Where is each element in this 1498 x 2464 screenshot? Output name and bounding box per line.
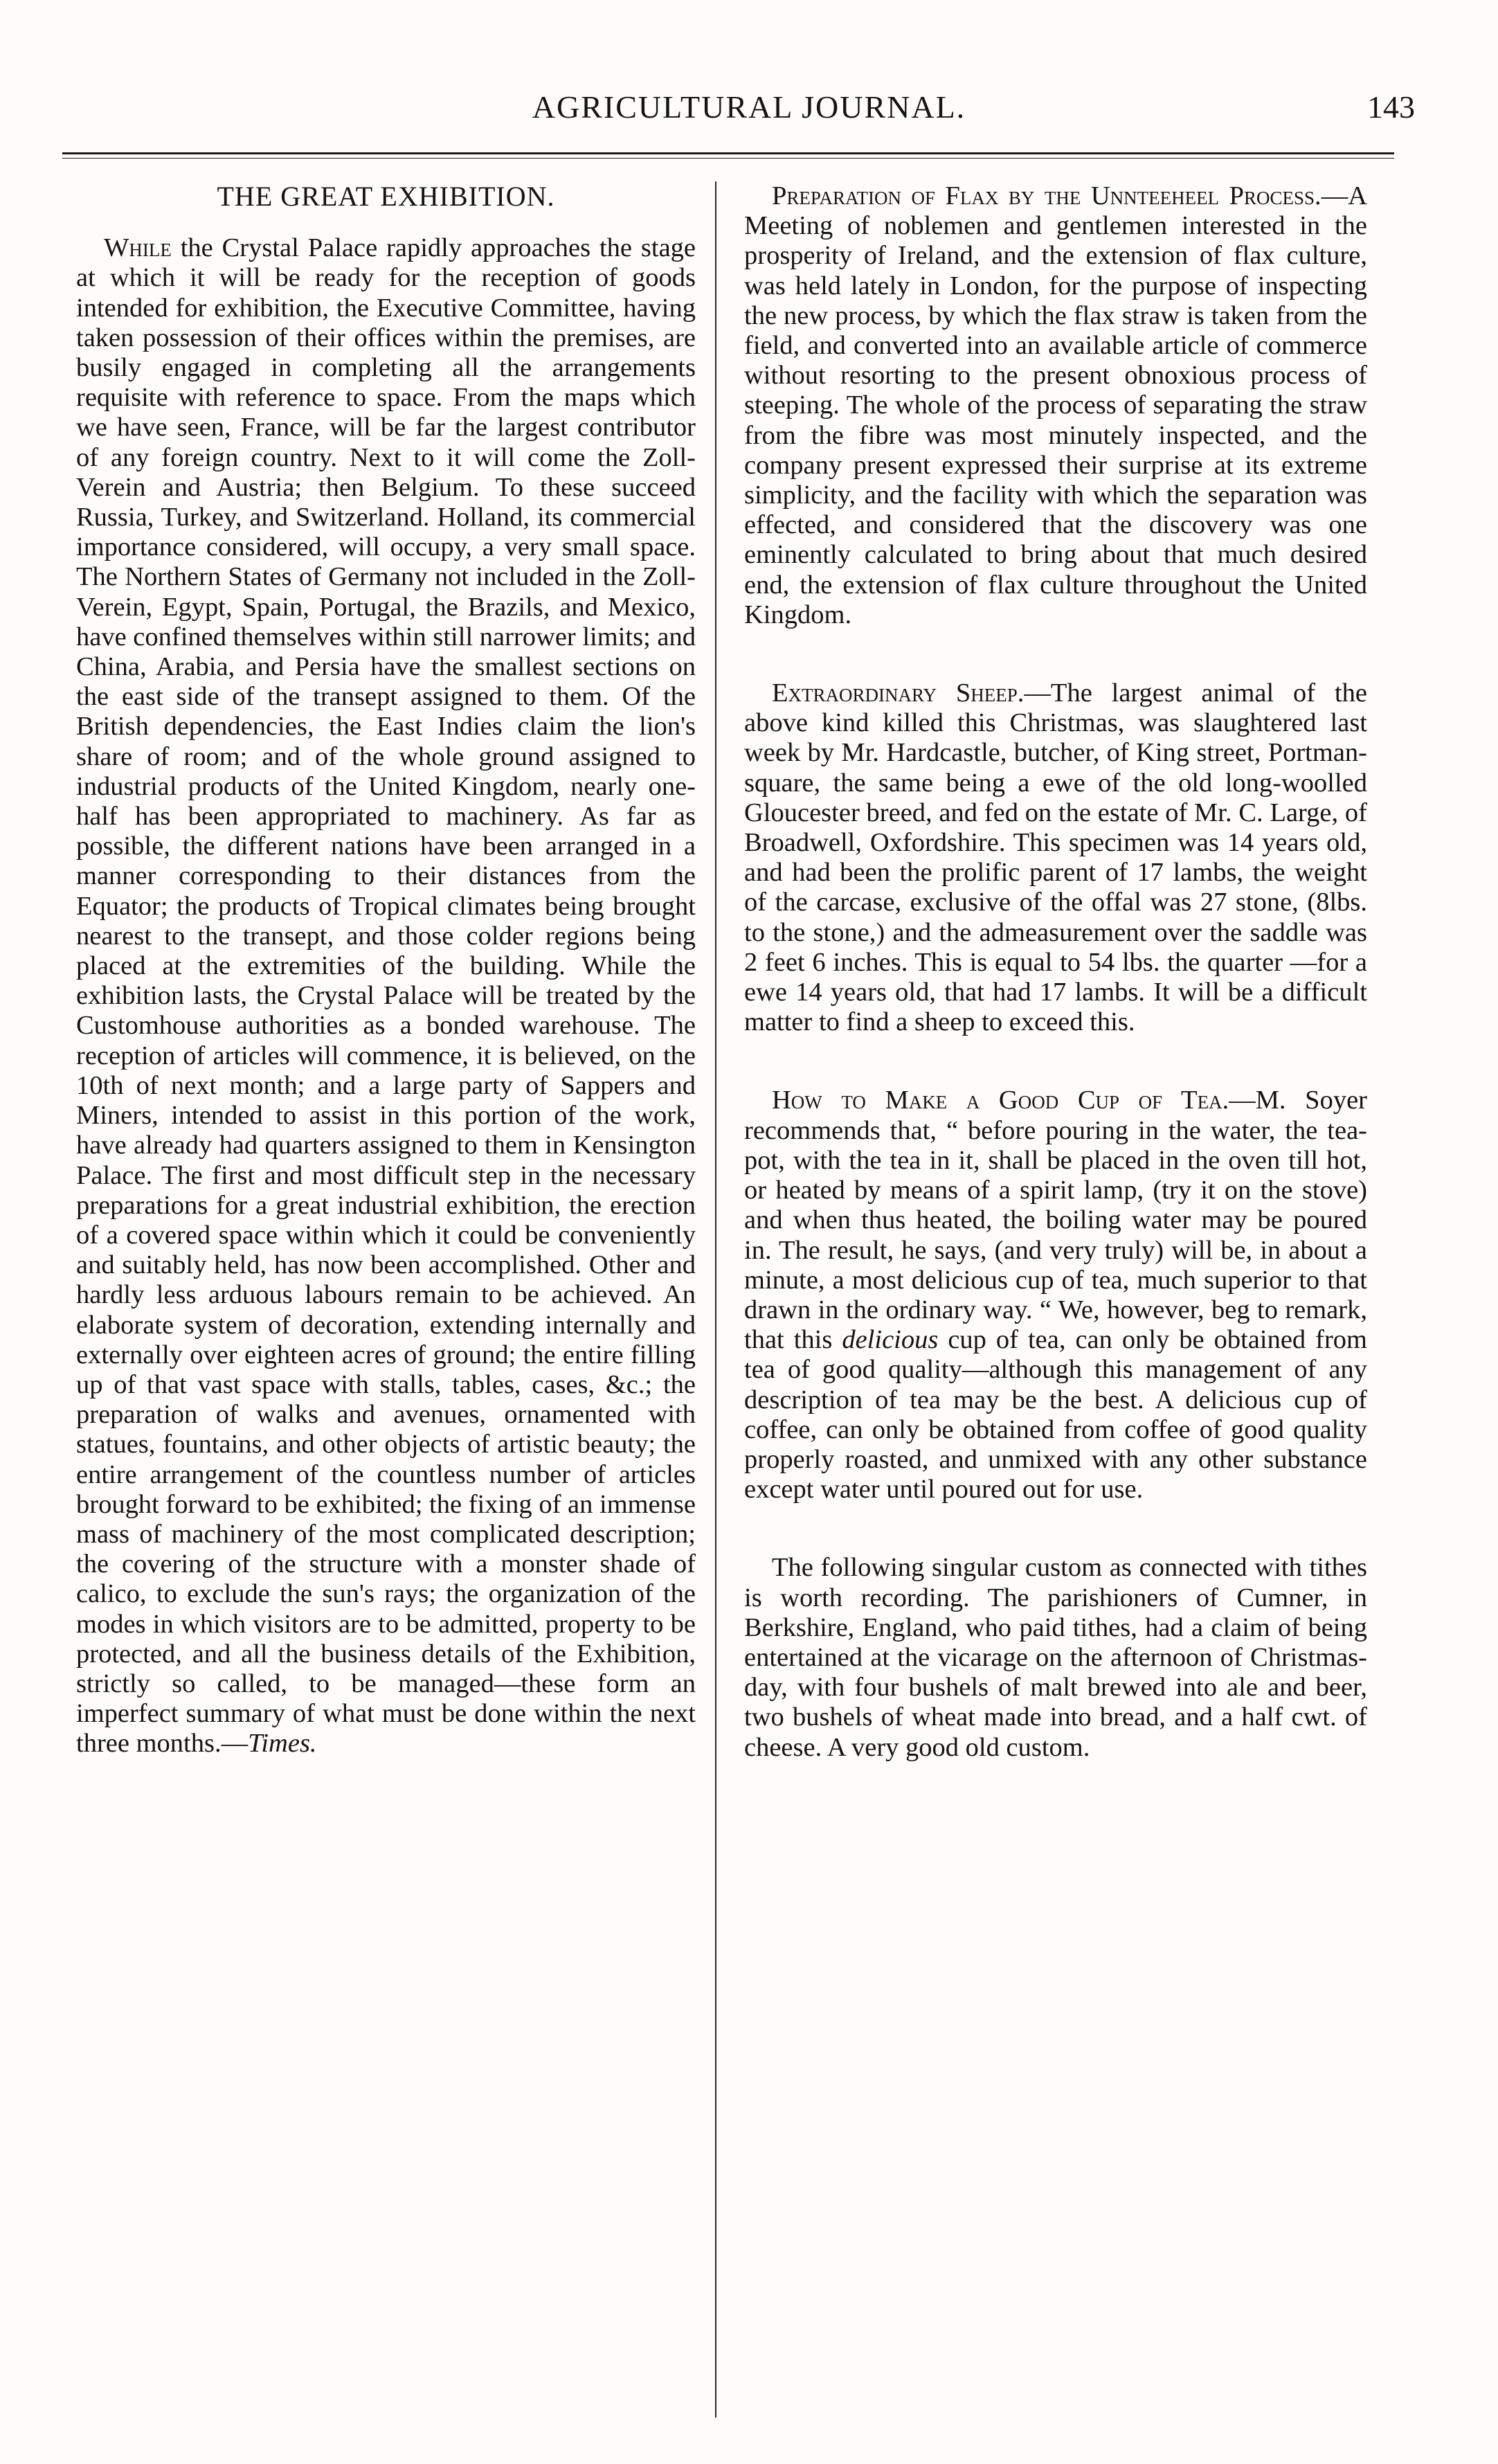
sheep-heading: Extraordinary Sheep. bbox=[772, 678, 1025, 708]
header-rule bbox=[62, 152, 1394, 154]
page-number: 143 bbox=[1367, 89, 1415, 125]
page-header bbox=[62, 89, 1436, 137]
lead-word: While bbox=[104, 233, 172, 263]
source-attribution: Times. bbox=[248, 1729, 317, 1759]
column-divider bbox=[715, 181, 716, 2418]
article-custom bbox=[744, 1553, 1367, 1762]
right-column bbox=[744, 181, 1367, 1811]
left-column bbox=[76, 181, 696, 1759]
great-exhibition-body bbox=[76, 233, 696, 1759]
custom-body: The following singular custom as connected with tithes is worth recording. The parishioners of Cumner, in Berkshire, England, who paid tithes, had a claim of being entertained at the vicarage on the afternoon of Christmas-day, with four bushels of malt brewed into ale and beer, two bushels of wheat made into bread, and a half cwt. of cheese. A very good old custom. bbox=[744, 1553, 1367, 1762]
tea-body-1: —M. Soyer recommends that, “ before pouring in the water, the tea-pot, with the tea in it, shall be placed in the oven till hot, or heated by means of a spirit lamp, (try it on the stove) and when thus heated, the boiling water may be poured in. The result, he says, (and very truly) will be, in about a minute, a most delicious cup of tea, much superior to that drawn in the ordinary way. “ We, however, beg to remark, that this bbox=[744, 1086, 1367, 1355]
tea-heading: How to Make a Good Cup of Tea. bbox=[772, 1086, 1229, 1115]
tea-body-2: cup of tea, can only be obtained from tea of good quality—although this management of any description of tea may be the best. A delicious cup of coffee, can only be obtained from coffee of good quality properly roasted, and unmixed with any other substance except water until poured out for use. bbox=[744, 1325, 1368, 1504]
great-exhibition-text: the Crystal Palace rapidly approaches the stage at which it will be ready for the reception of goods intended for exhibition, the Executive Committee, having taken possession of their offices within the premises, are busily engaged in completing all the arrangements requisite with reference to space. From the maps which we have seen, France, will be far the largest contributor of any foreign country. Next to it will come the Zoll-Verein and Austria; then Belgium. To these succeed Russia, Turkey, and Switzerland. Holland, its commercial importance considered, will occupy, a very small space. The Northern States of Germany not included in the Zoll-Verein, Egypt, Spain, Portugal, the Brazils, and Mexico, have confined themselves within still narrower limits; and China, Arabia, and Persia have the smallest sections on the east side of the transept assigned to them. Of the British dependencies, the East Indies claim the lion's share of room; and of the whole ground assigned to industrial products of the United Kingdom, nearly one-half has been appropriated to machinery. As far as possible, the different nations have been arranged in a manner corresponding to their distances from the Equator; the products of Tropical climates being brought nearest to the transept, and those colder regions being placed at the extremities of the building. While the exhibition lasts, the Crystal Palace will be treated by the Customhouse authorities as a bonded warehouse. The reception of articles will commence, it is believed, on the 10th of next month; and a large party of Sappers and Miners, intended to assist in this portion of the work, have already had quarters assigned to them in Kensington Palace. The first and most difficult step in the necessary preparations for a great industrial exhibition, the erection of a covered space within which it could be conveniently and suitably held, has now been accomplished. Other and hardly less arduous labours remain to be achieved. An elaborate system of decoration, extending internally and externally over eighteen acres of ground; the entire filling up of that vast space with stalls, tables, cases, &c.; the preparation of walks and avenues, ornamented with statues, fountains, and other objects of artistic beauty; the entire arrangement of the countless number of articles brought forward to be exhibited; the fixing of an immense mass of machinery of the most complicated description; the covering of the structure with a monster shade of calico, to exclude the sun's rays; the organization of the modes in which visitors are to be admitted, property to be protected, and all the business details of the Exhibition, strictly so called, to be managed—these form an imperfect summary of what must be done within the next three months.— bbox=[76, 233, 696, 1759]
sheep-body: —The largest animal of the above kind killed this Christmas, was slaughtered last week by Mr. Hardcastle, butcher, of King street, Portman-square, the same being a ewe of the old long-woolled Gloucester breed, and fed on the estate of Mr. C. Large, of Broadwell, Oxfordshire. This specimen was 14 years old, and had been the prolific parent of 17 lambs, the weight of the carcase, exclusive of the offal was 27 stone, (8lbs. to the stone,) and the admeasurement over the saddle was 2 feet 6 inches. This is equal to 54 lbs. the quarter —for a ewe 14 years old, that had 17 lambs. It will be a difficult matter to find a sheep to exceed this. bbox=[744, 678, 1367, 1037]
flax-heading: Preparation of Flax by the Unnteeheel Process. bbox=[772, 181, 1321, 210]
header-rule-thin bbox=[62, 158, 1394, 159]
article-title-great-exhibition: THE GREAT EXHIBITION. bbox=[217, 181, 555, 212]
tea-italic-word: delicious bbox=[842, 1325, 939, 1355]
flax-body: —A Meeting of noblemen and gentlemen interested in the prosperity of Ireland, and the extension of flax culture, was held lately in London, for the purpose of inspecting the new process, by which the flax straw is taken from the field, and converted into an available article of commerce without resorting to the present obnoxious process of steeping. The whole of the process of separating the straw from the fibre was most minutely inspected, and the company present expressed their surprise at its extreme simplicity, and the facility with which the separation was effected, and considered that the discovery was one eminently calculated to bring about that much desired end, the extension of flax culture throughout the United Kingdom. bbox=[744, 181, 1367, 629]
article-flax bbox=[744, 181, 1367, 630]
running-title: AGRICULTURAL JOURNAL. bbox=[532, 89, 966, 125]
article-sheep bbox=[744, 678, 1367, 1037]
article-tea bbox=[744, 1086, 1367, 1504]
